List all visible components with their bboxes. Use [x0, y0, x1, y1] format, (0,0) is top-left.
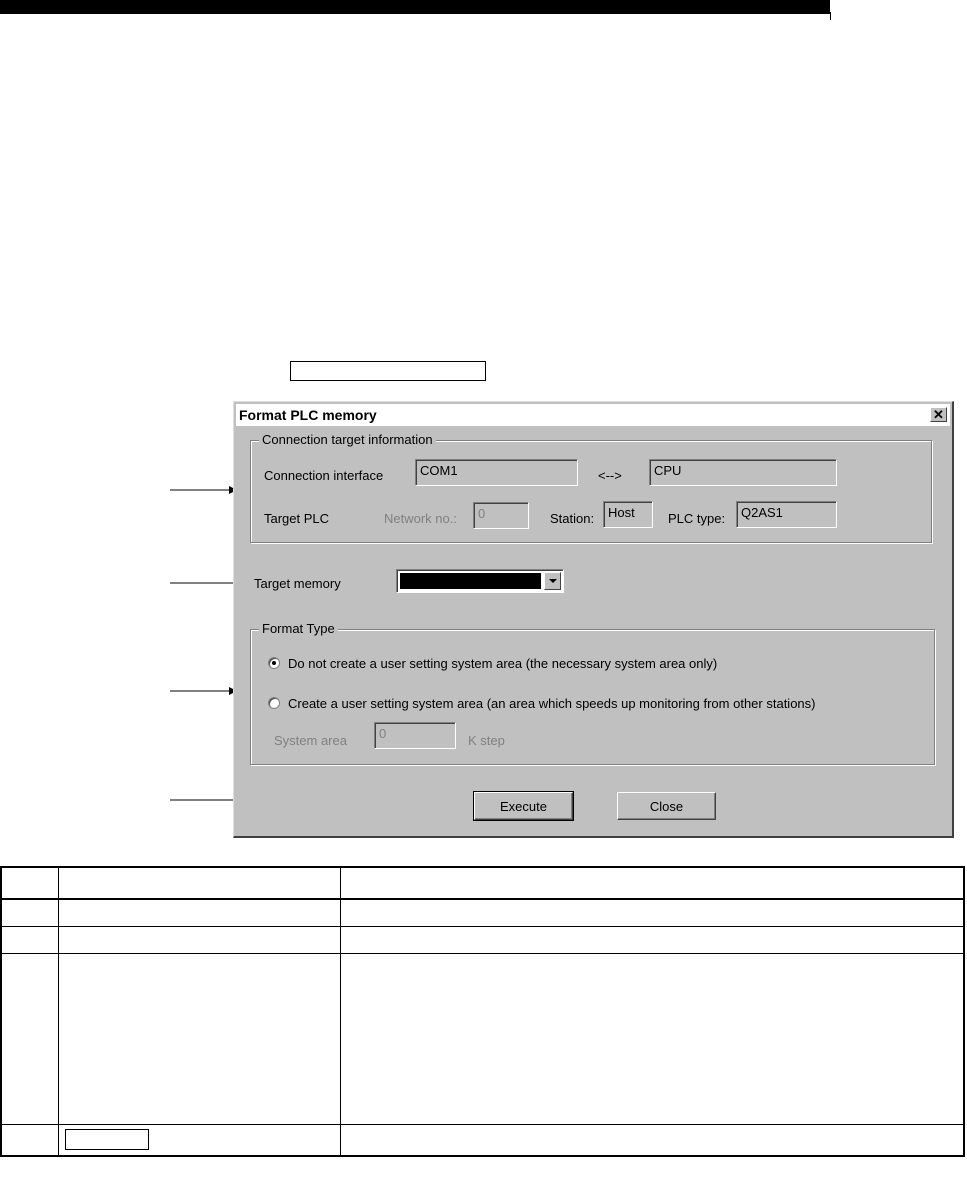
connection-interface-label: Connection interface	[264, 468, 384, 483]
target-memory-label: Target memory	[254, 576, 341, 591]
format-type-legend: Format Type	[259, 621, 338, 636]
target-memory-selected-value	[400, 573, 541, 589]
close-icon[interactable]: ✕	[930, 407, 947, 422]
network-no-field: 0	[473, 502, 529, 529]
dialog-titlebar[interactable]	[236, 404, 950, 426]
station-label: Station:	[550, 511, 595, 526]
station-field: Host	[603, 501, 653, 528]
target-memory-select[interactable]	[396, 569, 564, 593]
format-plc-memory-dialog	[233, 401, 954, 838]
table-row	[1, 953, 964, 1124]
system-area-unit: K step	[468, 733, 505, 748]
plc-type-label: PLC type:	[668, 511, 726, 526]
chevron-down-icon[interactable]	[544, 572, 561, 590]
table-header-no	[1, 867, 58, 899]
connection-interface-field: COM1	[415, 459, 578, 486]
target-plc-label: Target PLC	[264, 511, 330, 526]
table-row	[1, 926, 964, 953]
network-no-label: Network no.:	[384, 511, 457, 526]
table-header-item	[58, 867, 340, 899]
table-button-reference-box	[65, 1129, 149, 1150]
format-option-no-user-area-radio[interactable]	[268, 657, 280, 669]
close-button[interactable]: Close	[617, 792, 716, 820]
system-area-field[interactable]: 0	[374, 722, 456, 749]
format-option-user-area-radio[interactable]	[268, 697, 280, 709]
header-rule	[0, 0, 830, 14]
format-option-user-area-label[interactable]: Create a user setting system area (an area which speeds up monitoring from other stations)	[288, 696, 816, 711]
table-row	[1, 899, 964, 926]
execute-button[interactable]: Execute	[474, 792, 573, 820]
table-header-row	[1, 867, 964, 899]
menu-path-box	[290, 361, 486, 381]
plc-type-field: Q2AS1	[736, 501, 837, 528]
format-option-no-user-area-label[interactable]: Do not create a user setting system area (the necessary system area only)	[288, 656, 718, 671]
item-description-table	[0, 866, 965, 1157]
connection-target-legend: Connection target information	[259, 432, 436, 447]
dialog-title: Format PLC memory	[239, 407, 377, 423]
table-header-description	[340, 867, 964, 899]
table-row	[1, 1124, 964, 1156]
connection-target-field: CPU	[649, 459, 837, 486]
system-area-label: System area	[274, 733, 347, 748]
connection-arrow-text: <-->	[598, 468, 622, 483]
header-rule-tick	[830, 12, 831, 20]
